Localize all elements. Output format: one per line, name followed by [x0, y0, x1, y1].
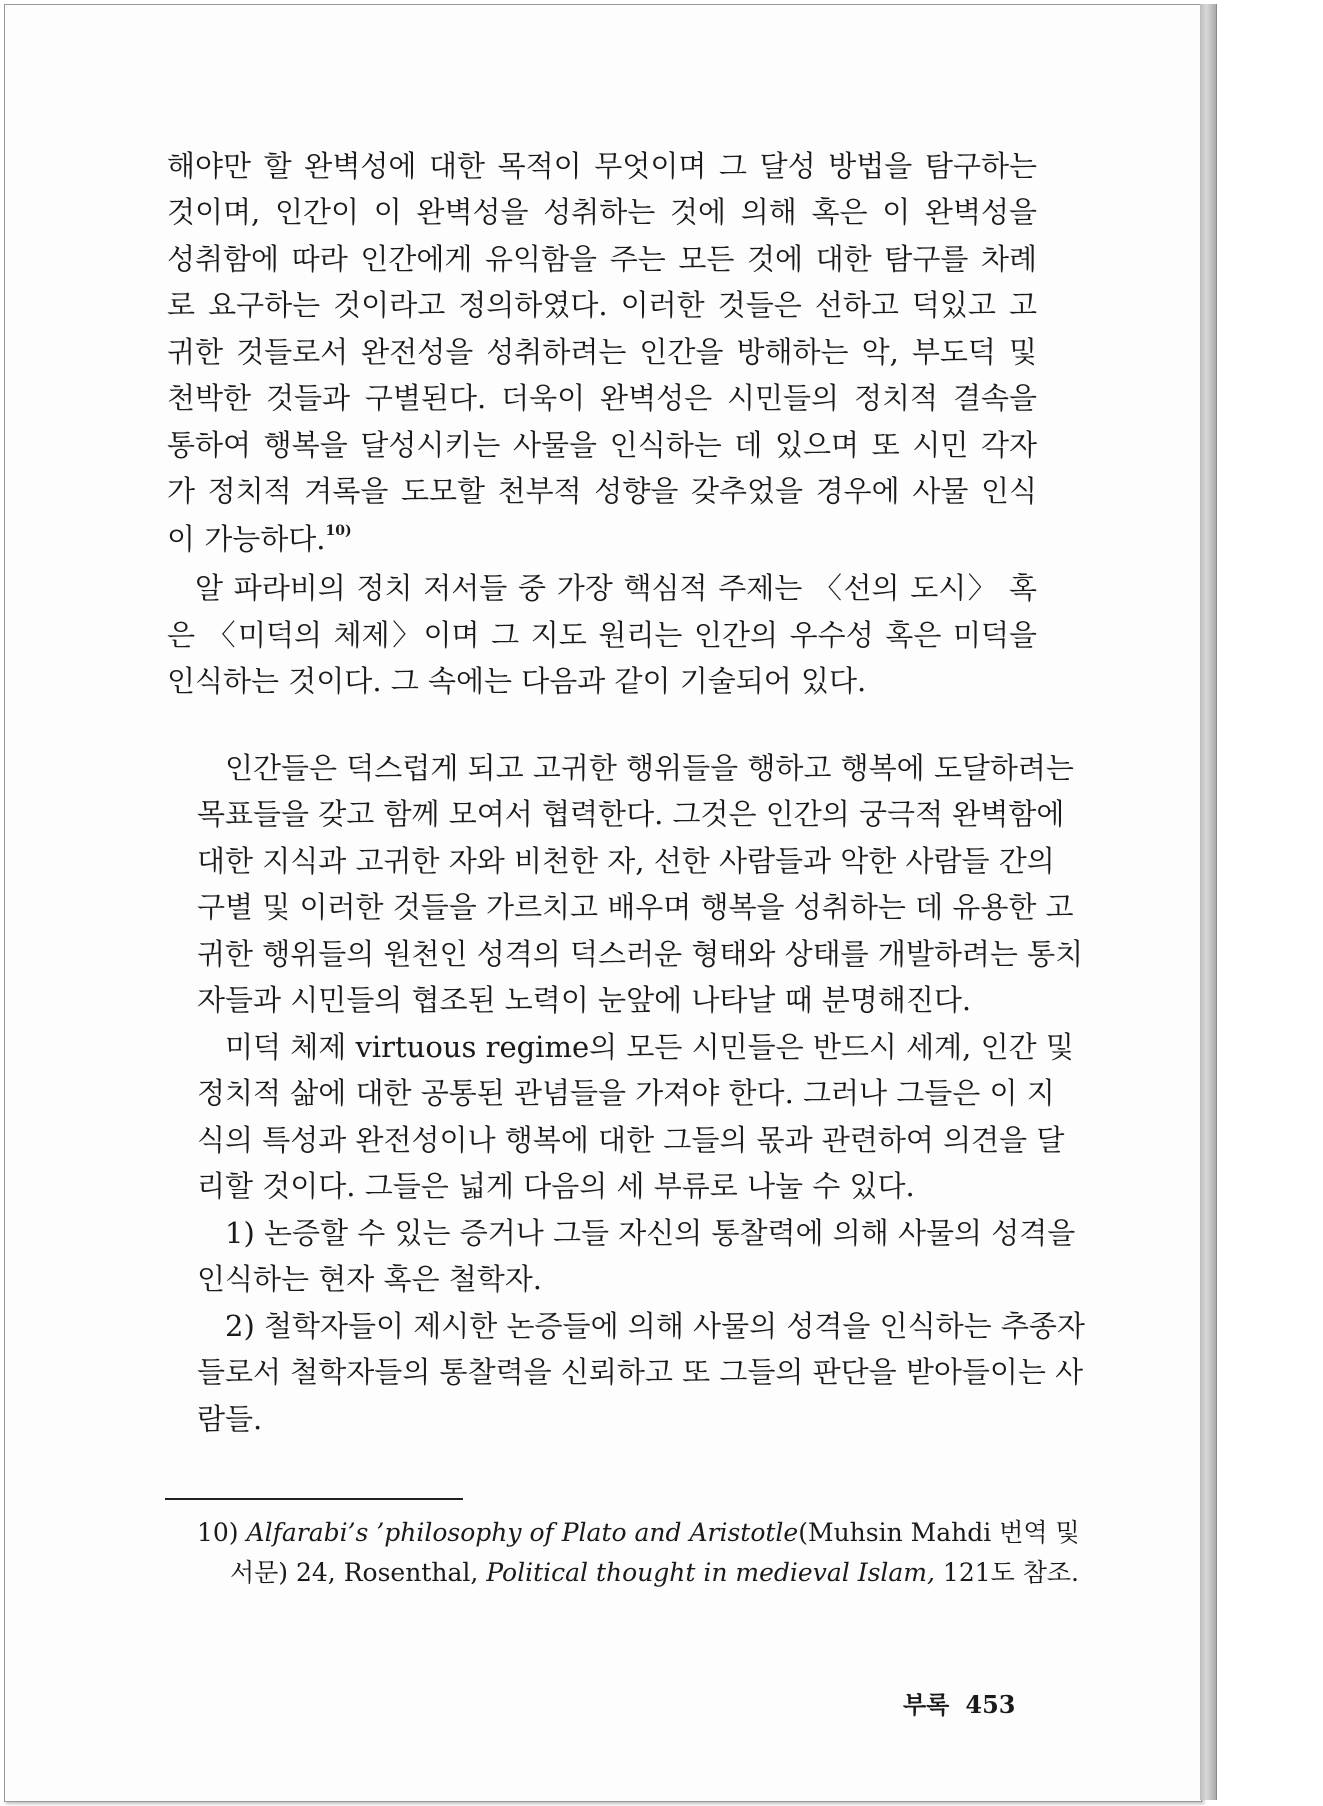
page-stack-edge: [1200, 4, 1217, 1800]
body-line: 알 파라비의 정치 저서들 중 가장 핵심적 주제는 〈선의 도시〉 혹: [195, 571, 1037, 605]
quote-line: 자들과 시민들의 협조된 노력이 눈앞에 나타날 때 분명해진다.: [197, 983, 972, 1017]
section-label: 부록: [903, 1690, 950, 1719]
quote-line: 대한 지식과 고귀한 자와 비천한 자, 선한 사람들과 악한 사람들 간의: [197, 844, 1055, 878]
quote-item-line: 2) 철학자들이 제시한 논증들에 의해 사물의 성격을 인식하는 추종자: [225, 1309, 1085, 1343]
quote-line: 정치적 삶에 대한 공통된 관념들을 가져야 한다. 그러나 그들은 이 지: [197, 1076, 1055, 1110]
footnote-line: [197, 1513, 1080, 1549]
quote-line: 미덕 체제 virtuous regime의 모든 시민들은 반드시 세계, 인간 및: [225, 1030, 1074, 1064]
quote-line: 목표들을 갖고 함께 모여서 협력한다. 그것은 인간의 궁극적 완벽함에: [197, 797, 1065, 831]
body-line-last: [167, 524, 352, 554]
footnote-reference: 10): [325, 523, 352, 539]
body-line: 것이며, 인간이 이 완벽성을 성취하는 것에 의해 혹은 이 완벽성을: [167, 195, 1037, 229]
body-line: 가 정치적 겨록을 도모할 천부적 성향을 갖추었을 경우에 사물 인식: [167, 474, 1037, 508]
quote-line: 인간들은 덕스럽게 되고 고귀한 행위들을 행하고 행복에 도달하려는: [225, 751, 1074, 785]
page-number: 453: [965, 1690, 1016, 1719]
quote-line: 구별 및 이러한 것들을 가르치고 배우며 행복을 성취하는 데 유용한 고: [197, 890, 1074, 924]
book-page: [4, 4, 1202, 1802]
quote-line: 식의 특성과 완전성이나 행복에 대한 그들의 몫과 관련하여 의견을 달: [197, 1123, 1065, 1157]
body-line: 인식하는 것이다. 그 속에는 다음과 같이 기술되어 있다.: [167, 664, 867, 698]
body-line: 해야만 할 완벽성에 대한 목적이 무엇이며 그 달성 방법을 탐구하는: [167, 149, 1037, 183]
quote-line: 리할 것이다. 그들은 넓게 다음의 세 부류로 나눌 수 있다.: [197, 1169, 915, 1203]
footnote-text: 서문) 24, Rosenthal,: [230, 1558, 487, 1587]
footnote-text: 121도 참조.: [934, 1558, 1079, 1587]
body-line: 은 〈미덕의 체제〉이며 그 지도 원리는 인간의 우수성 혹은 미덕을: [167, 618, 1037, 652]
body-line: 성취함에 따라 인간에게 유익함을 주는 모든 것에 대한 탐구를 차례: [167, 242, 1037, 276]
footnote-line: [230, 1553, 1079, 1589]
body-line: 귀한 것들로서 완전성을 성취하려는 인간을 방해하는 악, 부도덕 및: [167, 335, 1037, 369]
body-line: 로 요구하는 것이라고 정의하였다. 이러한 것들은 선하고 덕있고 고: [167, 288, 1037, 322]
footnote-book-title: Alfarabi’s ’philosophy of Plato and Aristotle: [246, 1518, 799, 1547]
page-folio: [903, 1685, 1015, 1720]
body-line: 천박한 것들과 구별된다. 더욱이 완벽성은 시민들의 정치적 결속을: [167, 381, 1037, 415]
quote-line: 귀한 행위들의 원천인 성격의 덕스러운 형태와 상태를 개발하려는 통치: [197, 937, 1084, 971]
quote-item-line: 람들.: [197, 1402, 263, 1436]
quote-item-line: 1) 논증할 수 있는 증거나 그들 자신의 통찰력에 의해 사물의 성격을: [225, 1216, 1076, 1250]
body-line: 이 가능하다.: [167, 522, 326, 556]
footnote-divider: [165, 1498, 463, 1500]
footnote-text: (Muhsin Mahdi 번역 및: [798, 1518, 1080, 1547]
quote-item-line: 인식하는 현자 혹은 철학자.: [197, 1262, 543, 1296]
body-line: 통하여 행복을 달성시키는 사물을 인식하는 데 있으며 또 시민 각자: [167, 428, 1037, 462]
quote-item-line: 들로서 철학자들의 통찰력을 신뢰하고 또 그들의 판단을 받아들이는 사: [197, 1355, 1084, 1389]
footnote-number: 10): [197, 1518, 239, 1547]
footnote-book-title: Political thought in medieval Islam,: [486, 1558, 935, 1587]
